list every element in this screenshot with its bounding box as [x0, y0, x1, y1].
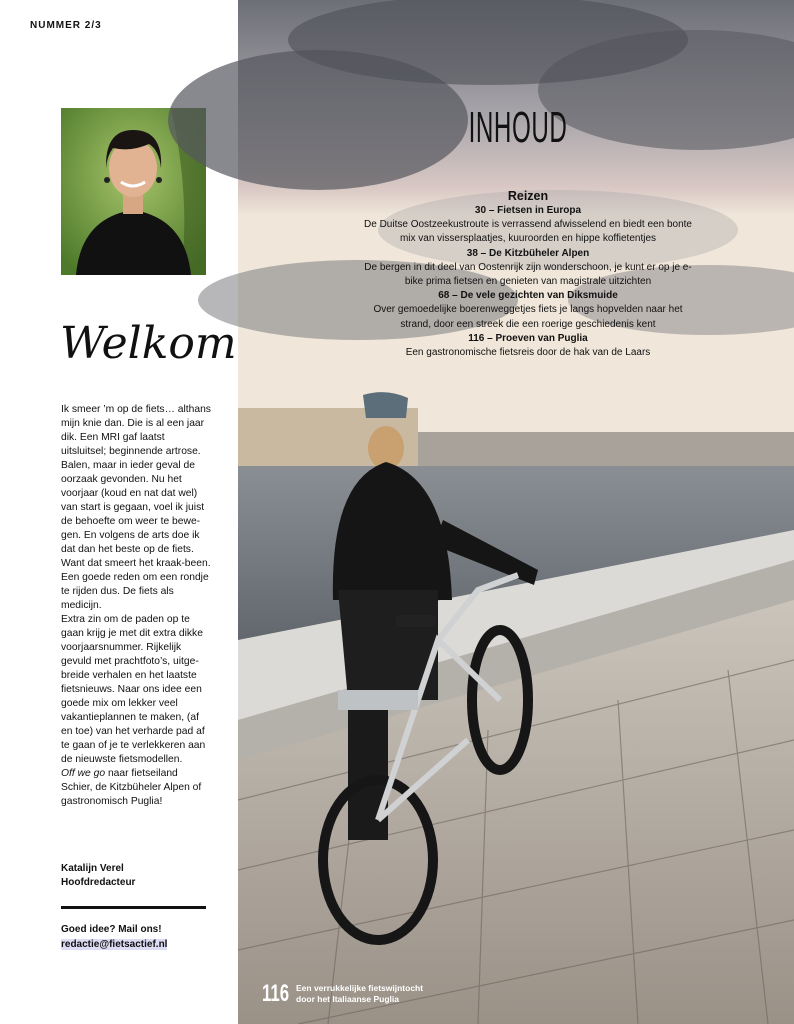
toc-title: INHOUD	[468, 103, 568, 152]
caption-page-number: 116	[262, 980, 290, 1007]
toc-section: Reizen	[507, 189, 549, 203]
mail-prompt: Goed idee? Mail ons!	[61, 924, 162, 935]
editorial-paragraph-2: Extra zin om de paden op te gaan krijg je met dit extra dikke voorjaarsnummer. Rijkelijk gevuld met prachtfoto’s, uitge-breide verhalen en het laatste fietsnieuws. Naar ons idee een goede mix om lekker veel vakantieplannen te maken, (af en toe) van het verharde pad af te gaan of je te verlekkeren aan de nieuwste fietsmodellen.	[61, 614, 206, 765]
mail-link[interactable]: redactie@fietsactief.nl	[61, 939, 168, 950]
toc-item-desc: De bergen in dit deel van Oostenrijk zijn wonderschoon, je kunt er op je e-bike prima fietsen en genieten van magistrale uitzichten	[364, 261, 692, 288]
toc-item-desc: Over gemoedelijke boerenweggetjes fiets je langs hopvelden naar het strand, door een streek die een roerige geschiedenis kent	[373, 304, 683, 330]
editorial-text	[61, 403, 211, 809]
photo-caption	[262, 980, 423, 1008]
table-of-contents	[358, 188, 698, 360]
signature	[61, 862, 135, 890]
mail-block	[61, 922, 167, 952]
editorial-closing-emphasis: Off we go	[61, 768, 106, 779]
author-role: Hoofdredacteur	[61, 877, 136, 888]
editorial-closing: naar fietseiland Schier, de Kitzbüheler Alpen of gastronomisch Puglia!	[61, 768, 202, 807]
toc-item-title[interactable]: 38 – De Kitzbüheler Alpen	[466, 247, 590, 259]
editorial-paragraph-1: Ik smeer ’m op de fiets… althans mijn knie dan. Die is al een jaar dik. Een MRI gaf laatst uitsluitsel; beginnende artrose. Balen, maar in ieder geval de oorzaak gevonden. Nu het voorjaar (koud en nat dat wel) van start is gegaan, voel ik juist de behoefte om weer te bewe-gen. En volgens de arts doe ik dat dan het beste op de fiets. Want dat smeert het kraak-been. Een goede reden om een rondje te rijden dus. De fiets als medicijn.	[61, 404, 211, 611]
toc-item-title[interactable]: 68 – De vele gezichten van Diksmuide	[438, 290, 618, 302]
caption-line-1: Een verrukkelijke fietswijntocht	[296, 983, 424, 993]
welcome-title: Welkom	[60, 318, 237, 369]
toc-item-title[interactable]: 116 – Proeven van Puglia	[468, 332, 588, 344]
author-name: Katalijn Verel	[61, 863, 124, 874]
caption-line-2: door het Italiaanse Puglia	[296, 994, 399, 1004]
welcome-heading	[56, 300, 237, 376]
toc-item-desc: Een gastronomische fietsreis door de hak van de Laars	[405, 347, 651, 359]
issue-number: NUMMER 2/3	[30, 20, 102, 31]
toc-item-title[interactable]: 30 – Fietsen in Europa	[474, 205, 582, 216]
cover-photo	[238, 0, 794, 1024]
divider	[61, 906, 206, 909]
toc-item-desc: De Duitse Oostzeekustroute is verrassend afwisselend en biedt een bonte mix van vissersplaatjes, kuuroorden en hippe koffietentjes	[364, 219, 692, 245]
